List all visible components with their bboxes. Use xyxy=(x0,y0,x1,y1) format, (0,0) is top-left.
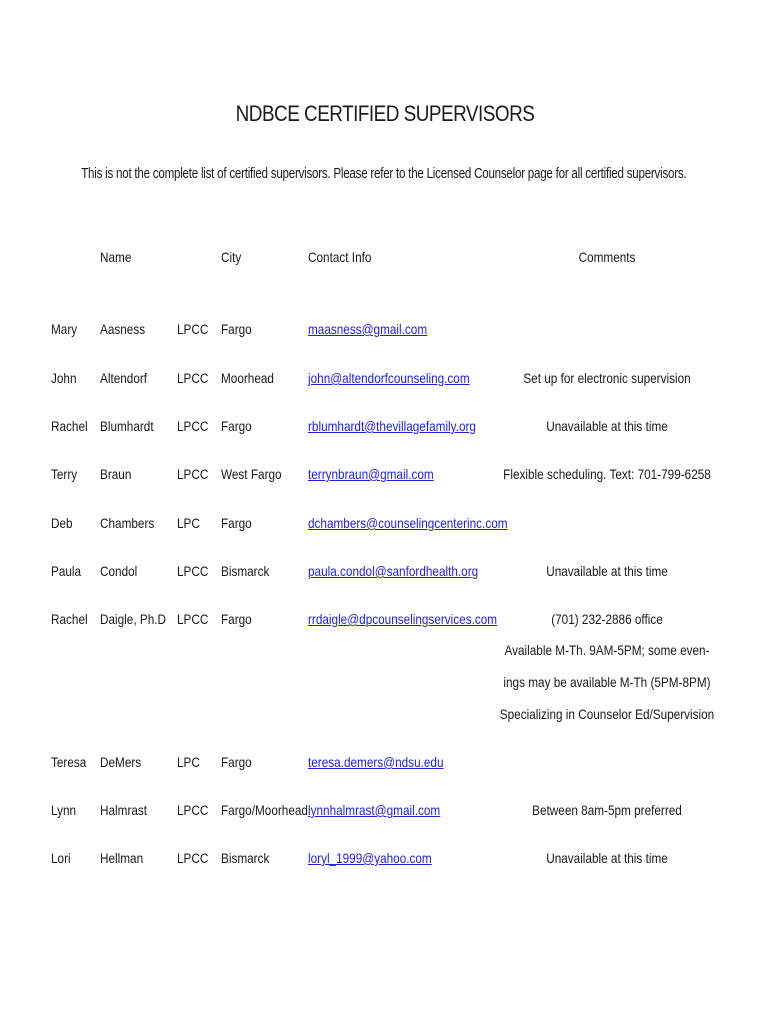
city: Fargo xyxy=(221,754,252,770)
email-link[interactable]: john@altendorfcounseling.com xyxy=(308,370,470,386)
last-name: Daigle, Ph.D xyxy=(100,611,167,627)
first-name: John xyxy=(51,370,77,386)
header-city: City xyxy=(221,249,242,265)
credential: LPCC xyxy=(177,611,209,627)
header-contact: Contact Info xyxy=(308,249,372,265)
email-link[interactable]: dchambers@counselingcenterinc.com xyxy=(308,515,508,531)
comment: Between 8am-5pm preferred xyxy=(532,802,682,818)
comment: Flexible scheduling. Text: 701-799-6258 xyxy=(503,466,711,482)
first-name: Deb xyxy=(51,515,73,531)
email-link[interactable]: terrynbraun@gmail.com xyxy=(308,466,434,482)
credential: LPCC xyxy=(177,563,209,579)
email-link[interactable]: rrdaigle@dpcounselingservices.com xyxy=(308,611,498,627)
credential: LPC xyxy=(177,515,200,531)
comment: Unavailable at this time xyxy=(546,850,668,866)
last-name: Braun xyxy=(100,466,132,482)
email-link[interactable]: teresa.demers@ndsu.edu xyxy=(308,754,444,770)
last-name: Aasness xyxy=(100,321,146,337)
city: Bismarck xyxy=(221,850,270,866)
city: Bismarck xyxy=(221,563,270,579)
credential: LPCC xyxy=(177,802,209,818)
credential: LPCC xyxy=(177,466,209,482)
credential: LPCC xyxy=(177,370,209,386)
city: Fargo xyxy=(221,321,252,337)
city: Fargo xyxy=(221,515,252,531)
comment: ings may be available M-Th (5PM-8PM) xyxy=(503,674,711,690)
city: Fargo/Moorhead xyxy=(221,802,308,818)
first-name: Paula xyxy=(51,563,82,579)
first-name: Terry xyxy=(51,466,78,482)
comment: Set up for electronic supervision xyxy=(523,370,691,386)
city: Moorhead xyxy=(221,370,274,386)
comment: Unavailable at this time xyxy=(546,418,668,434)
header-comments: Comments xyxy=(578,249,636,265)
last-name: Hellman xyxy=(100,850,144,866)
comment: (701) 232-2886 office xyxy=(551,611,663,627)
first-name: Teresa xyxy=(51,754,87,770)
credential: LPC xyxy=(177,754,200,770)
credential: LPCC xyxy=(177,850,209,866)
last-name: Chambers xyxy=(100,515,155,531)
city: Fargo xyxy=(221,611,252,627)
email-link[interactable]: maasness@gmail.com xyxy=(308,321,428,337)
last-name: Condol xyxy=(100,563,138,579)
last-name: DeMers xyxy=(100,754,142,770)
last-name: Blumhardt xyxy=(100,418,154,434)
credential: LPCC xyxy=(177,418,209,434)
email-link[interactable]: loryl_1999@yahoo.com xyxy=(308,850,432,866)
last-name: Altendorf xyxy=(100,370,148,386)
comment: Unavailable at this time xyxy=(546,563,668,579)
city: Fargo xyxy=(221,418,252,434)
first-name: Mary xyxy=(51,321,78,337)
credential: LPCC xyxy=(177,321,209,337)
comment: Available M-Th. 9AM-5PM; some even- xyxy=(504,642,710,658)
comment: Specializing in Counselor Ed/Supervision xyxy=(499,706,715,722)
email-link[interactable]: paula.condol@sanfordhealth.org xyxy=(308,563,479,579)
first-name: Lynn xyxy=(51,802,77,818)
email-link[interactable]: lynnhalmrast@gmail.com xyxy=(308,802,441,818)
page-subtitle: This is not the complete list of certified supervisors. Please refer to the Licensed Counselor page for all certified supervisors. xyxy=(81,166,687,182)
first-name: Rachel xyxy=(51,611,88,627)
page-title: NDBCE CERTIFIED SUPERVISORS xyxy=(235,101,535,126)
first-name: Rachel xyxy=(51,418,88,434)
email-link[interactable]: rblumhardt@thevillagefamily.org xyxy=(308,418,476,434)
first-name: Lori xyxy=(51,850,71,866)
last-name: Halmrast xyxy=(100,802,148,818)
header-name: Name xyxy=(100,249,132,265)
city: West Fargo xyxy=(221,466,282,482)
